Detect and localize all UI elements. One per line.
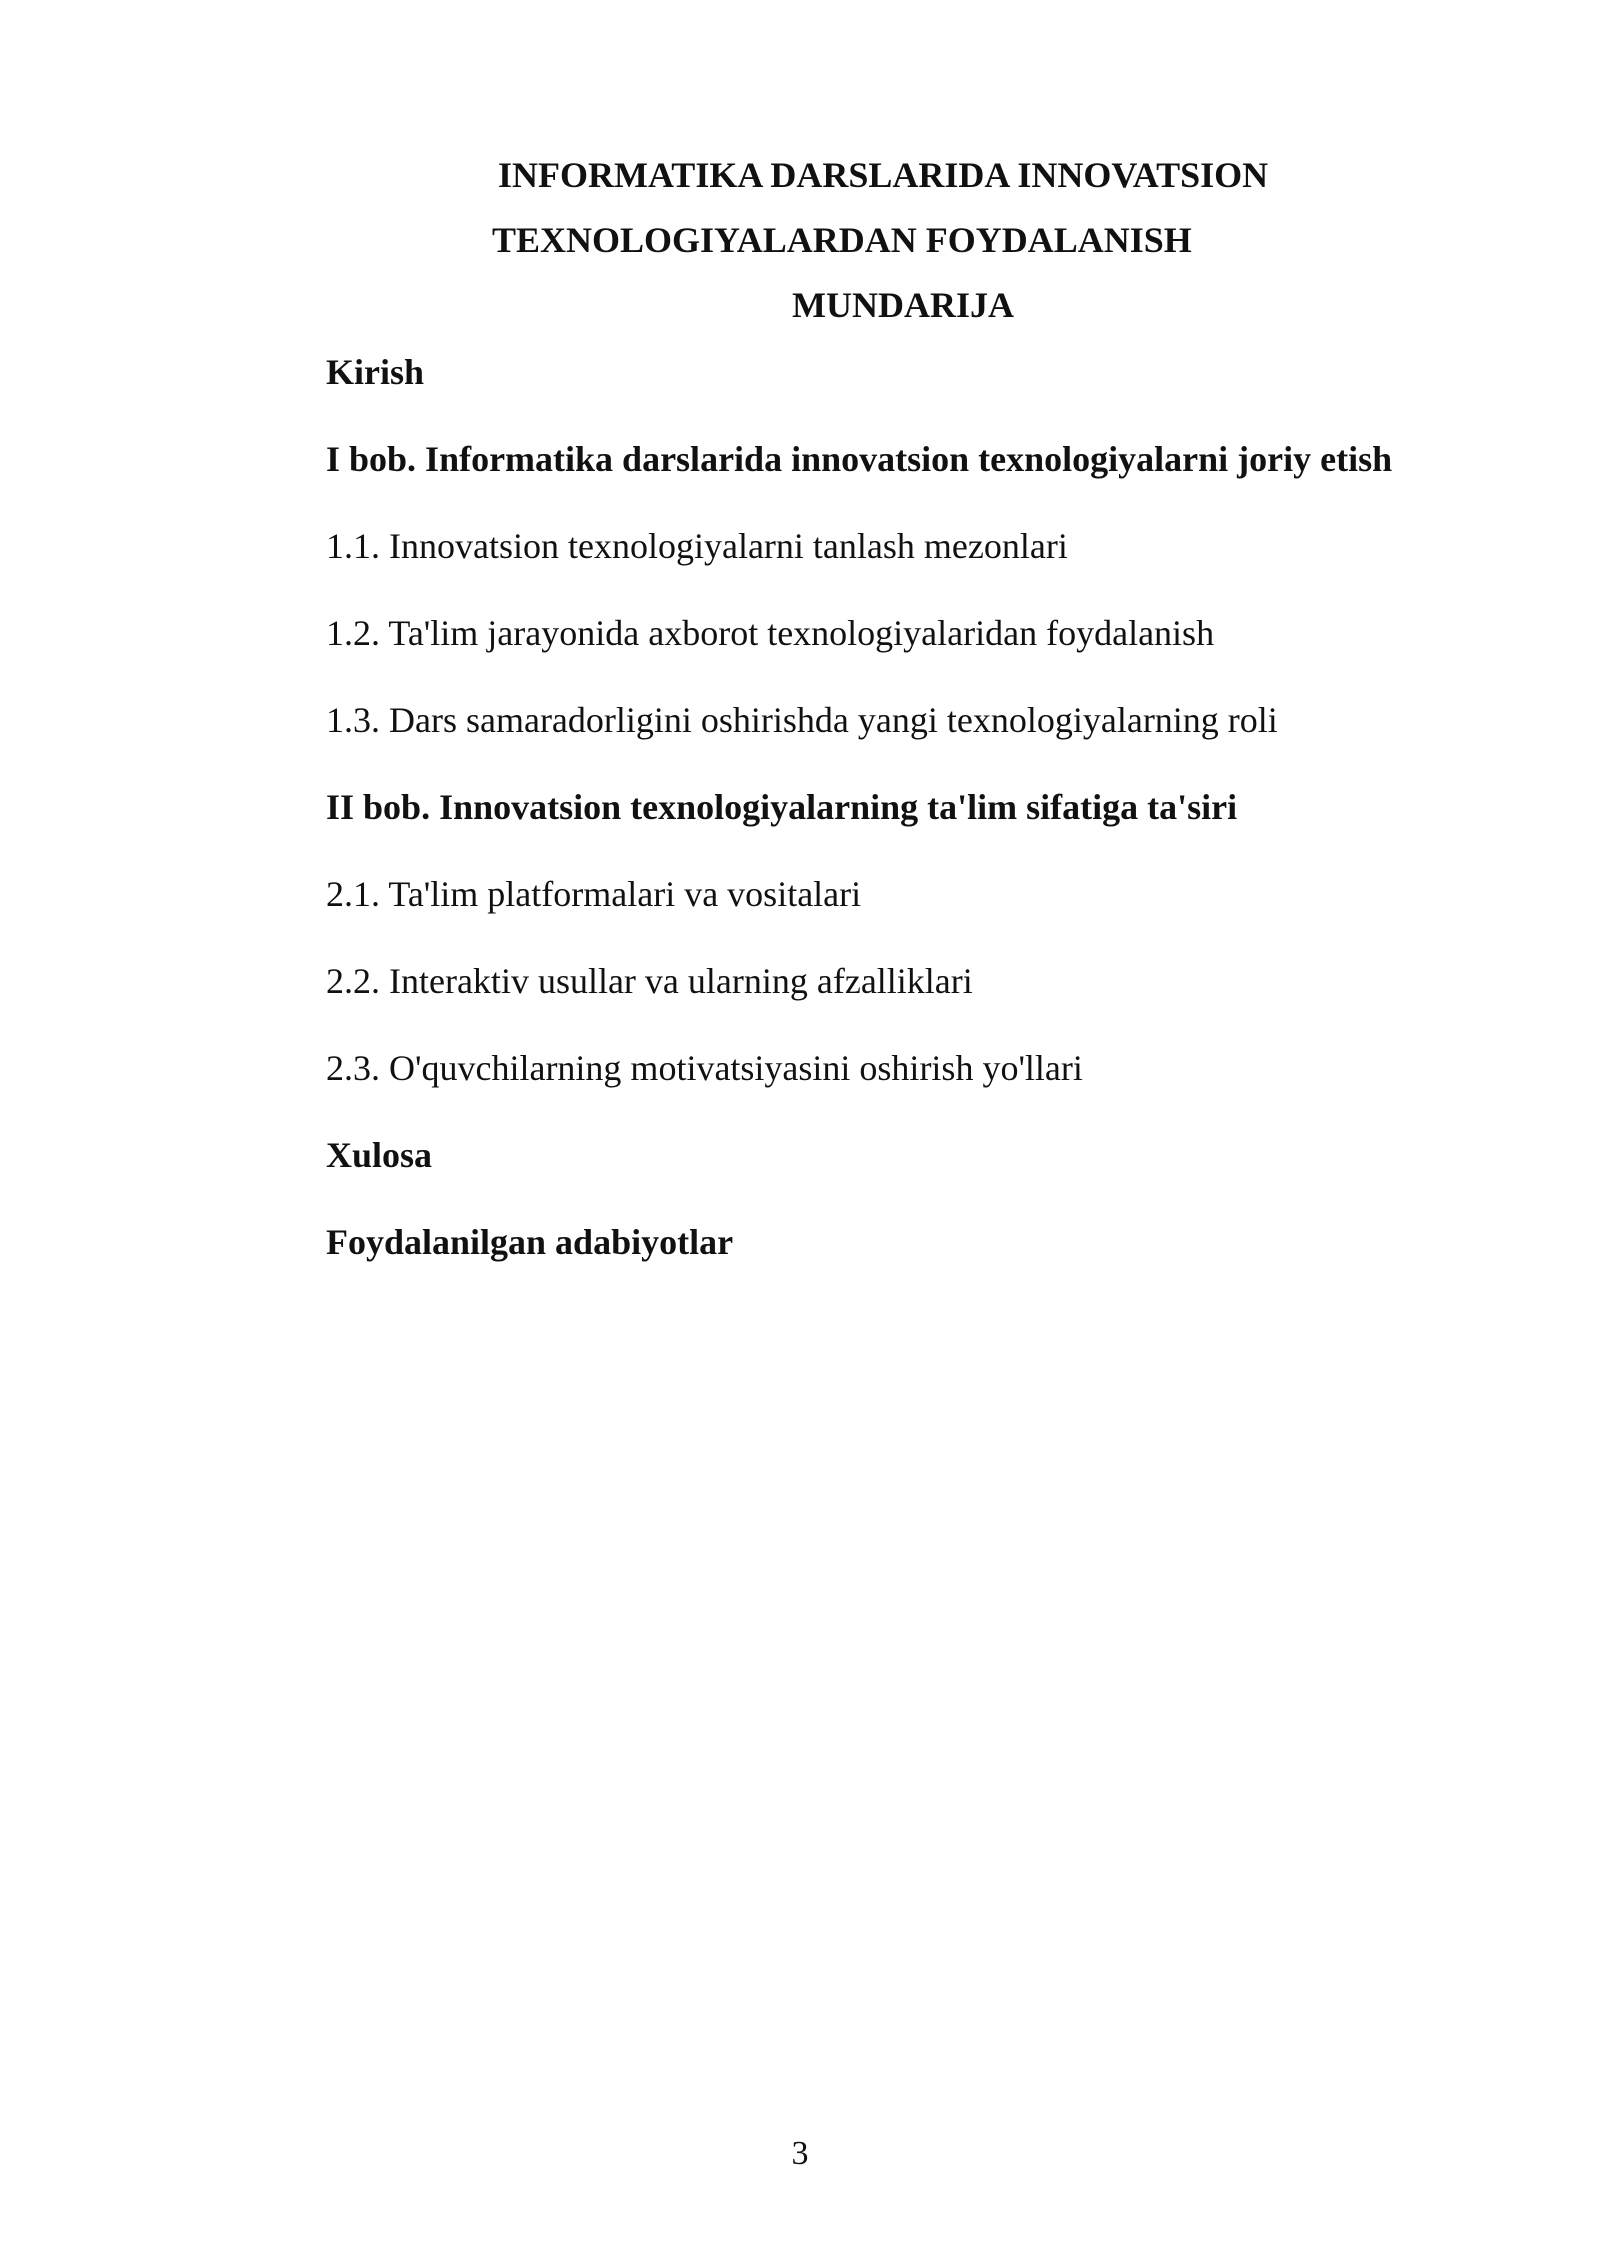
toc-item-references: Foydalanilgan adabiyotlar bbox=[326, 1222, 734, 1262]
toc-item-chapter-1: I bob. Informatika darslarida innovatsion texnologiyalarni joriy etish bbox=[326, 439, 1393, 479]
page-number: 3 bbox=[791, 2135, 809, 2172]
toc-item-section-1-1: 1.1. Innovatsion texnologiyalarni tanlash mezonlari bbox=[326, 526, 1068, 566]
toc-item-section-1-2: 1.2. Ta'lim jarayonida axborot texnologiyalaridan foydalanish bbox=[326, 613, 1215, 653]
toc-item-introduction: Kirish bbox=[326, 352, 425, 392]
toc-item-section-2-1: 2.1. Ta'lim platformalari va vositalari bbox=[326, 874, 862, 914]
contents-heading: MUNDARIJA bbox=[792, 285, 1014, 325]
toc-item-section-1-3: 1.3. Dars samaradorligini oshirishda yangi texnologiyalarning roli bbox=[326, 700, 1278, 740]
toc-item-conclusion: Xulosa bbox=[326, 1135, 433, 1175]
table-of-contents bbox=[326, 346, 1506, 1303]
toc-item-section-2-2: 2.2. Interaktiv usullar va ularning afzalliklari bbox=[326, 961, 973, 1001]
toc-item-chapter-2: II bob. Innovatsion texnologiyalarning ta'lim sifatiga ta'siri bbox=[326, 787, 1238, 827]
document-title-line-2: TEXNOLOGIYALARDAN FOYDALANISH bbox=[492, 220, 1192, 260]
document-title-line-1: INFORMATIKA DARSLARIDA INNOVATSION bbox=[498, 155, 1269, 195]
toc-item-section-2-3: 2.3. O'quvchilarning motivatsiyasini oshirish yo'llari bbox=[326, 1048, 1083, 1088]
